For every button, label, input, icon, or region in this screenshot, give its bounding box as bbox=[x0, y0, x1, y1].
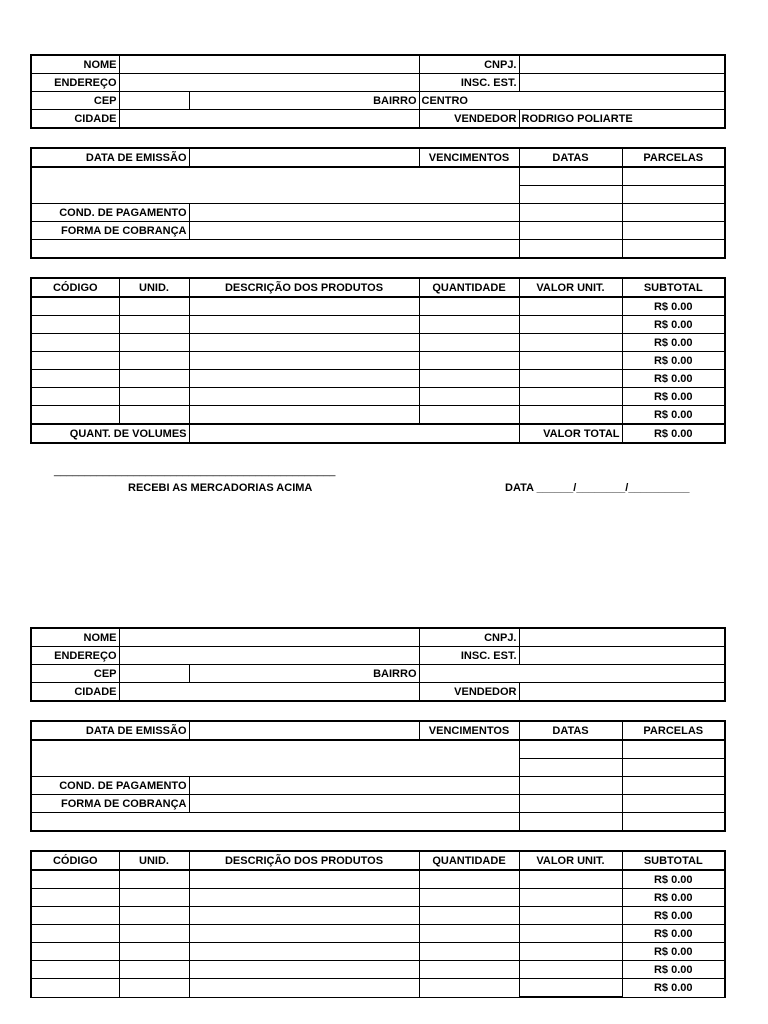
unid-cell[interactable] bbox=[119, 961, 189, 979]
product-row bbox=[31, 870, 725, 889]
codigo-cell[interactable] bbox=[31, 979, 119, 998]
valor-unit-cell[interactable] bbox=[519, 297, 622, 316]
subtotal-cell: R$ 0.00 bbox=[622, 406, 725, 425]
unid-cell[interactable] bbox=[119, 388, 189, 406]
valor-unit-header: VALOR UNIT. bbox=[519, 851, 622, 870]
descricao-cell[interactable] bbox=[189, 907, 419, 925]
codigo-cell[interactable] bbox=[31, 352, 119, 370]
cnpj-label: CNPJ. bbox=[419, 628, 519, 647]
parcela-cell[interactable] bbox=[622, 167, 725, 186]
cond-pagamento-label: COND. DE PAGAMENTO bbox=[31, 777, 189, 795]
codigo-cell[interactable] bbox=[31, 961, 119, 979]
volumes-field[interactable] bbox=[189, 424, 519, 443]
quantidade-cell[interactable] bbox=[419, 406, 519, 425]
quantidade-cell[interactable] bbox=[419, 388, 519, 406]
forma-cobranca-field[interactable] bbox=[189, 222, 519, 240]
unid-header: UNID. bbox=[119, 278, 189, 297]
data-cell[interactable] bbox=[519, 795, 622, 813]
codigo-cell[interactable] bbox=[31, 406, 119, 425]
subtotal-cell: R$ 0.00 bbox=[622, 370, 725, 388]
codigo-cell[interactable] bbox=[31, 907, 119, 925]
data-cell[interactable] bbox=[519, 186, 622, 204]
codigo-cell[interactable] bbox=[31, 370, 119, 388]
subtotal-cell: R$ 0.00 bbox=[622, 297, 725, 316]
data-cell[interactable] bbox=[519, 813, 622, 832]
descricao-cell[interactable] bbox=[189, 406, 419, 425]
parcela-cell[interactable] bbox=[622, 795, 725, 813]
cidade-label: CIDADE bbox=[31, 110, 119, 129]
product-row bbox=[31, 907, 725, 925]
unid-cell[interactable] bbox=[119, 334, 189, 352]
codigo-cell[interactable] bbox=[31, 334, 119, 352]
valor-unit-cell[interactable] bbox=[519, 943, 622, 961]
subtotal-cell: R$ 0.00 bbox=[622, 334, 725, 352]
forma-cobranca-label: FORMA DE COBRANÇA bbox=[31, 795, 189, 813]
payment-notes-area[interactable] bbox=[31, 740, 519, 777]
subtotal-cell: R$ 0.00 bbox=[622, 979, 725, 998]
descricao-cell[interactable] bbox=[189, 352, 419, 370]
vendedor-value[interactable]: RODRIGO POLIARTE bbox=[519, 110, 725, 129]
cond-pagamento-field[interactable] bbox=[189, 777, 519, 795]
payment-notes-area[interactable] bbox=[31, 167, 519, 204]
datas-label: DATAS bbox=[519, 721, 622, 740]
codigo-cell[interactable] bbox=[31, 316, 119, 334]
cnpj-field[interactable] bbox=[519, 628, 725, 647]
forma-cobranca-field[interactable] bbox=[189, 795, 519, 813]
cidade-field[interactable] bbox=[119, 110, 419, 129]
cond-pagamento-label: COND. DE PAGAMENTO bbox=[31, 204, 189, 222]
data-cell[interactable] bbox=[519, 204, 622, 222]
descricao-header: DESCRIÇÃO DOS PRODUTOS bbox=[189, 851, 419, 870]
codigo-cell[interactable] bbox=[31, 925, 119, 943]
valor-unit-header: VALOR UNIT. bbox=[519, 278, 622, 297]
valor-unit-cell[interactable] bbox=[519, 907, 622, 925]
data-cell[interactable] bbox=[519, 740, 622, 759]
quantidade-cell[interactable] bbox=[419, 297, 519, 316]
descricao-cell[interactable] bbox=[189, 870, 419, 889]
descricao-cell[interactable] bbox=[189, 925, 419, 943]
valor-unit-cell[interactable] bbox=[519, 961, 622, 979]
bairro-value[interactable]: CENTRO bbox=[419, 92, 725, 110]
valor-unit-cell[interactable] bbox=[519, 870, 622, 889]
valor-unit-cell[interactable] bbox=[519, 889, 622, 907]
insc-field[interactable] bbox=[519, 74, 725, 92]
descricao-cell[interactable] bbox=[189, 334, 419, 352]
quantidade-cell[interactable] bbox=[419, 370, 519, 388]
product-row bbox=[31, 388, 725, 406]
payment-table-1 bbox=[30, 147, 724, 259]
unid-cell[interactable] bbox=[119, 943, 189, 961]
descricao-cell[interactable] bbox=[189, 370, 419, 388]
parcela-cell[interactable] bbox=[622, 222, 725, 240]
quantidade-cell[interactable] bbox=[419, 943, 519, 961]
descricao-header: DESCRIÇÃO DOS PRODUTOS bbox=[189, 278, 419, 297]
quantidade-header: QUANTIDADE bbox=[419, 851, 519, 870]
unid-cell[interactable] bbox=[119, 297, 189, 316]
parcela-cell[interactable] bbox=[622, 777, 725, 795]
codigo-cell[interactable] bbox=[31, 870, 119, 889]
cnpj-field[interactable] bbox=[519, 55, 725, 74]
nome-label: NOME bbox=[31, 628, 119, 647]
unid-cell[interactable] bbox=[119, 907, 189, 925]
unid-cell[interactable] bbox=[119, 870, 189, 889]
data-cell[interactable] bbox=[519, 240, 622, 259]
cep-label: CEP bbox=[31, 92, 119, 110]
unid-cell[interactable] bbox=[119, 370, 189, 388]
parcela-cell[interactable] bbox=[622, 240, 725, 259]
cep-field[interactable] bbox=[119, 92, 189, 110]
client-info-table-2 bbox=[30, 627, 724, 702]
cond-pagamento-field[interactable] bbox=[189, 204, 519, 222]
descricao-cell[interactable] bbox=[189, 297, 419, 316]
insc-label: INSC. EST. bbox=[419, 74, 519, 92]
cep-label: CEP bbox=[31, 665, 119, 683]
subtotal-cell: R$ 0.00 bbox=[622, 870, 725, 889]
subtotal-header: SUBTOTAL bbox=[622, 278, 725, 297]
bairro-value[interactable] bbox=[419, 665, 725, 683]
nome-field[interactable] bbox=[119, 628, 419, 647]
vendedor-label: VENDEDOR bbox=[419, 683, 519, 702]
emissao-field[interactable] bbox=[189, 148, 419, 167]
quantidade-header: QUANTIDADE bbox=[419, 278, 519, 297]
volumes-label: QUANT. DE VOLUMES bbox=[31, 424, 189, 443]
vendedor-value[interactable] bbox=[519, 683, 725, 702]
blank-cell[interactable] bbox=[31, 813, 519, 832]
product-row bbox=[31, 961, 725, 979]
product-row bbox=[31, 297, 725, 316]
unid-cell[interactable] bbox=[119, 316, 189, 334]
subtotal-cell: R$ 0.00 bbox=[622, 961, 725, 979]
parcela-cell[interactable] bbox=[622, 740, 725, 759]
products-table-1 bbox=[30, 277, 724, 444]
quantidade-cell[interactable] bbox=[419, 352, 519, 370]
vendedor-label: VENDEDOR bbox=[419, 110, 519, 129]
data-cell[interactable] bbox=[519, 167, 622, 186]
subtotal-cell: R$ 0.00 bbox=[622, 889, 725, 907]
payment-table-2 bbox=[30, 720, 724, 832]
unid-cell[interactable] bbox=[119, 889, 189, 907]
parcela-cell[interactable] bbox=[622, 759, 725, 777]
descricao-cell[interactable] bbox=[189, 388, 419, 406]
subtotal-cell: R$ 0.00 bbox=[622, 943, 725, 961]
subtotal-cell: R$ 0.00 bbox=[622, 352, 725, 370]
codigo-header: CÓDIGO bbox=[31, 851, 119, 870]
quantidade-cell[interactable] bbox=[419, 889, 519, 907]
product-row bbox=[31, 334, 725, 352]
bairro-label: BAIRRO bbox=[189, 92, 419, 110]
unid-header: UNID. bbox=[119, 851, 189, 870]
valor-unit-cell[interactable] bbox=[519, 979, 622, 998]
valor-unit-cell[interactable] bbox=[519, 406, 622, 425]
data-cell[interactable] bbox=[519, 222, 622, 240]
descricao-cell[interactable] bbox=[189, 889, 419, 907]
valor-unit-cell[interactable] bbox=[519, 370, 622, 388]
insc-label: INSC. EST. bbox=[419, 647, 519, 665]
endereco-field[interactable] bbox=[119, 647, 419, 665]
data-cell[interactable] bbox=[519, 759, 622, 777]
cep-field[interactable] bbox=[119, 665, 189, 683]
emissao-label: DATA DE EMISSÃO bbox=[31, 148, 189, 167]
quantidade-cell[interactable] bbox=[419, 961, 519, 979]
vencimentos-label: VENCIMENTOS bbox=[419, 721, 519, 740]
vencimentos-label: VENCIMENTOS bbox=[419, 148, 519, 167]
subtotal-header: SUBTOTAL bbox=[622, 851, 725, 870]
descricao-cell[interactable] bbox=[189, 961, 419, 979]
forma-cobranca-label: FORMA DE COBRANÇA bbox=[31, 222, 189, 240]
endereco-field[interactable] bbox=[119, 74, 419, 92]
unid-cell[interactable] bbox=[119, 979, 189, 998]
descricao-cell[interactable] bbox=[189, 316, 419, 334]
valor-unit-cell[interactable] bbox=[519, 334, 622, 352]
quantidade-cell[interactable] bbox=[419, 334, 519, 352]
product-row bbox=[31, 370, 725, 388]
date-line: DATA ______/________/__________ bbox=[505, 482, 690, 494]
products-table-2 bbox=[30, 850, 724, 998]
bairro-label: BAIRRO bbox=[189, 665, 419, 683]
product-row bbox=[31, 925, 725, 943]
quantidade-cell[interactable] bbox=[419, 316, 519, 334]
product-row bbox=[31, 889, 725, 907]
received-label: RECEBI AS MERCADORIAS ACIMA bbox=[128, 482, 313, 494]
data-cell[interactable] bbox=[519, 777, 622, 795]
parcela-cell[interactable] bbox=[622, 186, 725, 204]
valor-total-label: VALOR TOTAL bbox=[519, 424, 622, 443]
blank-cell[interactable] bbox=[31, 240, 519, 259]
subtotal-cell: R$ 0.00 bbox=[622, 907, 725, 925]
subtotal-cell: R$ 0.00 bbox=[622, 925, 725, 943]
quantidade-cell[interactable] bbox=[419, 925, 519, 943]
valor-unit-cell[interactable] bbox=[519, 388, 622, 406]
cidade-label: CIDADE bbox=[31, 683, 119, 702]
codigo-cell[interactable] bbox=[31, 297, 119, 316]
codigo-cell[interactable] bbox=[31, 889, 119, 907]
parcela-cell[interactable] bbox=[622, 204, 725, 222]
codigo-header: CÓDIGO bbox=[31, 278, 119, 297]
unid-cell[interactable] bbox=[119, 352, 189, 370]
client-info-table-1 bbox=[30, 54, 724, 129]
datas-label: DATAS bbox=[519, 148, 622, 167]
endereco-label: ENDEREÇO bbox=[31, 74, 119, 92]
descricao-cell[interactable] bbox=[189, 943, 419, 961]
descricao-cell[interactable] bbox=[189, 979, 419, 998]
valor-unit-cell[interactable] bbox=[519, 352, 622, 370]
emissao-field[interactable] bbox=[189, 721, 419, 740]
codigo-cell[interactable] bbox=[31, 943, 119, 961]
product-row bbox=[31, 406, 725, 425]
product-row bbox=[31, 352, 725, 370]
valor-unit-cell[interactable] bbox=[519, 316, 622, 334]
product-row bbox=[31, 979, 725, 998]
endereco-label: ENDEREÇO bbox=[31, 647, 119, 665]
nome-label: NOME bbox=[31, 55, 119, 74]
valor-total-value: R$ 0.00 bbox=[622, 424, 725, 443]
quantidade-cell[interactable] bbox=[419, 907, 519, 925]
emissao-label: DATA DE EMISSÃO bbox=[31, 721, 189, 740]
quantidade-cell[interactable] bbox=[419, 979, 519, 998]
quantidade-cell[interactable] bbox=[419, 870, 519, 889]
cidade-field[interactable] bbox=[119, 683, 419, 702]
insc-field[interactable] bbox=[519, 647, 725, 665]
cnpj-label: CNPJ. bbox=[419, 55, 519, 74]
product-row bbox=[31, 943, 725, 961]
unid-cell[interactable] bbox=[119, 406, 189, 425]
unid-cell[interactable] bbox=[119, 925, 189, 943]
subtotal-cell: R$ 0.00 bbox=[622, 316, 725, 334]
parcelas-label: PARCELAS bbox=[622, 721, 725, 740]
parcela-cell[interactable] bbox=[622, 813, 725, 832]
parcelas-label: PARCELAS bbox=[622, 148, 725, 167]
codigo-cell[interactable] bbox=[31, 388, 119, 406]
product-row bbox=[31, 316, 725, 334]
signature-line: ______________________________________________ bbox=[54, 465, 336, 477]
nome-field[interactable] bbox=[119, 55, 419, 74]
valor-unit-cell[interactable] bbox=[519, 925, 622, 943]
subtotal-cell: R$ 0.00 bbox=[622, 388, 725, 406]
